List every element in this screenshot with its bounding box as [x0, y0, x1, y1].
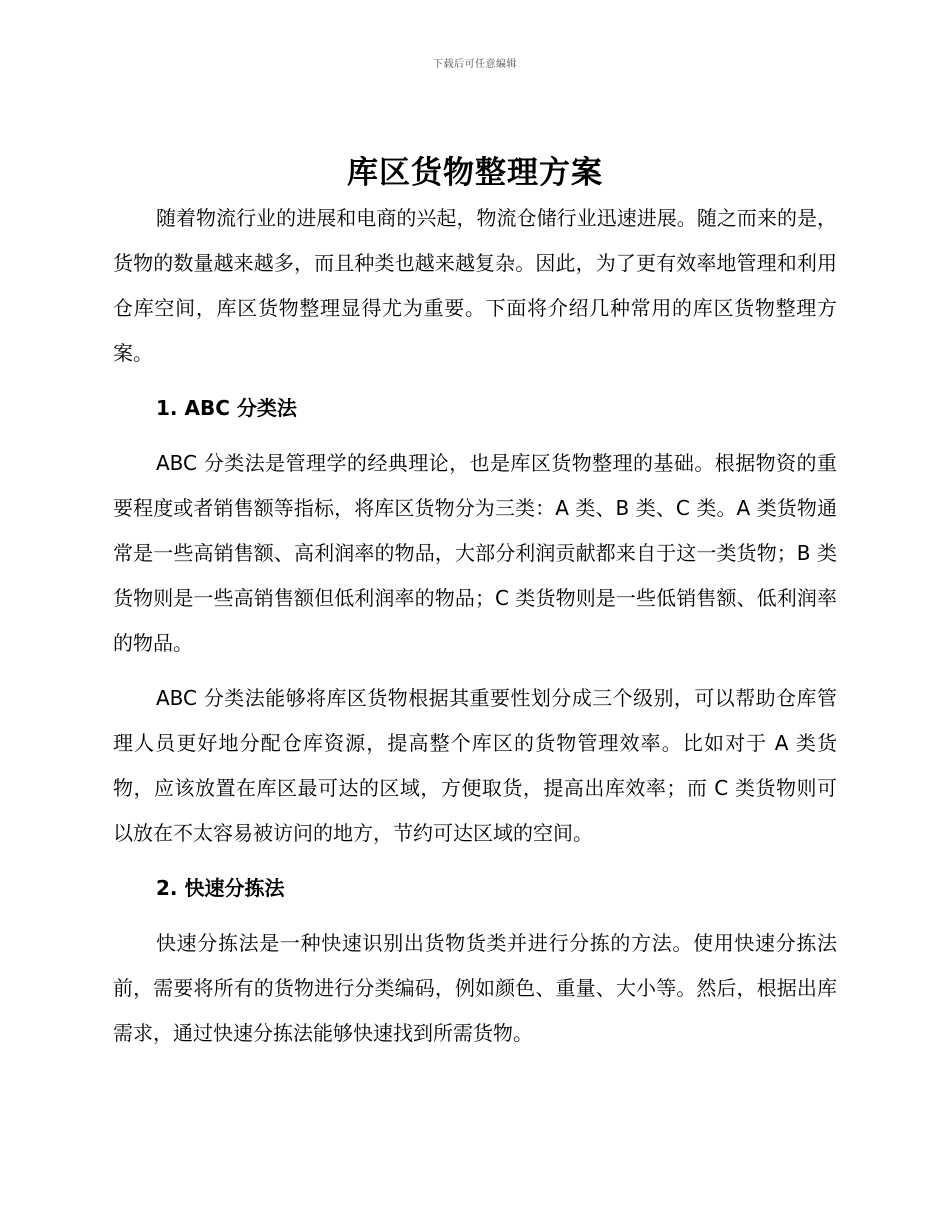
document-title: 库区货物整理方案 — [347, 155, 603, 191]
abc-paragraph-1: ABC 分类法是管理学的经典理论，也是库区货物整理的基础。根据物资的重要程度或者销售额等指标，将库区货物分为三类：A 类、B 类、C 类。A 类货物通常是一些高销售额、高利润率的物品，大部分利润贡献都来自于这一类货物；B 类货物则是一些高销售额但低利润率的物品；C 类货物则是一些低销售额、低利润率的物品。 — [113, 451, 837, 655]
abc-paragraph-2: ABC 分类法能够将库区货物根据其重要性划分成三个级别，可以帮助仓库管理人员更好地分配仓库资源，提高整个库区的货物管理效率。比如对于 A 类货物，应该放置在库区最可达的区域，方便取货，提高出库效率；而 C 类货物则可以放在不太容易被访问的地方，节约可达区域的空间。 — [113, 686, 837, 845]
section-heading-abc: 1. ABC 分类法 — [156, 396, 297, 420]
intro-paragraph: 随着物流行业的进展和电商的兴起，物流仓储行业迅速进展。随之而来的是，货物的数量越来越多，而且种类也越来越复杂。因此，为了更有效率地管理和利用仓库空间，库区货物整理显得尤为重要。下面将介绍几种常用的库区货物整理方案。 — [113, 206, 837, 365]
section-heading-quick-sort: 2. 快速分拣法 — [156, 876, 285, 900]
document-body — [113, 150, 837, 1056]
header-note: 下载后可任意编辑 — [433, 59, 517, 70]
quick-sort-paragraph-1: 快速分拣法是一种快速识别出货物货类并进行分拣的方法。使用快速分拣法前，需要将所有的货物进行分类编码，例如颜色、重量、大小等。然后，根据出库需求，通过快速分拣法能够快速找到所需货物。 — [113, 931, 837, 1045]
